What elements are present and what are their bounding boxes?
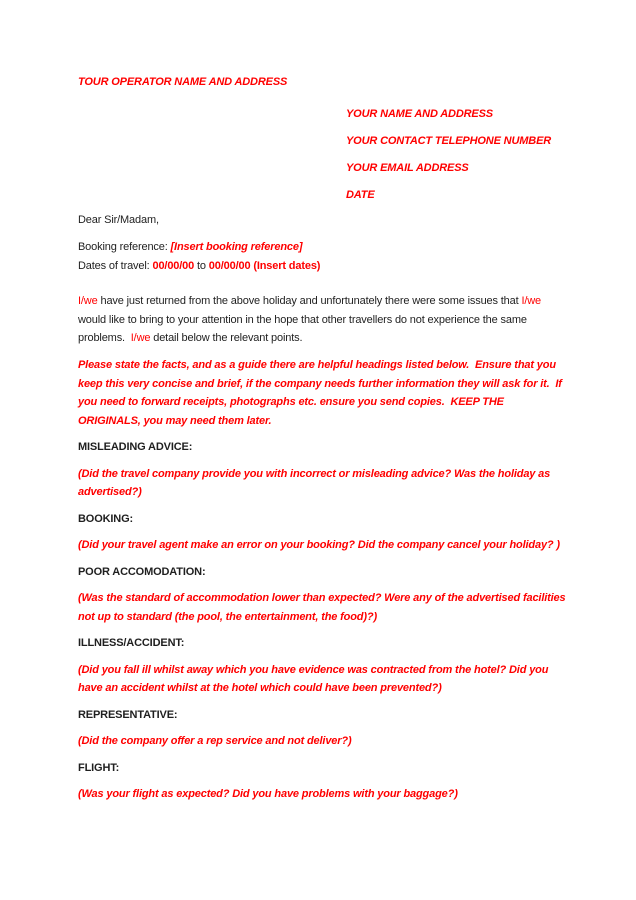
section-heading: FLIGHT: (78, 761, 120, 774)
tour-operator-address-placeholder: TOUR OPERATOR NAME AND ADDRESS (78, 76, 288, 88)
section-prompt: (Did you fall ill whilst away which you have evidence was contracted from the hotel? Did you have an accident whilst at the hotel which could have been prevented?) (78, 663, 552, 694)
sender-details-block (346, 105, 566, 205)
sender-phone-placeholder: YOUR CONTACT TELEPHONE NUMBER (346, 134, 552, 147)
reference-block (78, 238, 566, 275)
letter-date-placeholder: DATE (346, 188, 375, 201)
travel-date-to: 00/00/00 (Insert dates) (208, 259, 321, 272)
pronoun-i-we: I/we (521, 295, 542, 307)
travel-dates-connector: to (194, 259, 209, 272)
sender-email-placeholder: YOUR EMAIL ADDRESS (346, 161, 469, 174)
section-poor-accomodation (78, 563, 569, 627)
guidance-paragraph: Please state the facts, and as a guide there are helpful headings listed below. Ensure that you keep this very concise and brief, if the company needs further information they will ask for it. If you need to forward receipts, photographs etc. ensure you send copies. KEEP THE ORIGINALS, you may need them later. (78, 359, 565, 427)
travel-date-from: 00/00/00 (152, 259, 195, 272)
travel-dates-line (78, 257, 566, 276)
pronoun-i-we: I/we (78, 295, 98, 307)
section-heading: POOR ACCOMODATION: (78, 565, 206, 578)
section-heading: MISLEADING ADVICE: (78, 441, 193, 453)
section-prompt: (Did your travel agent make an error on your booking? Did the company cancel your holiday? ) (78, 539, 560, 551)
salutation: Dear Sir/Madam, (78, 214, 159, 226)
section-heading: BOOKING: (78, 512, 134, 525)
section-prompt: (Did the company offer a rep service and not deliver?) (78, 735, 352, 747)
booking-reference-label: Booking reference: (78, 241, 171, 253)
section-prompt: (Was your flight as expected? Did you have problems with your baggage?) (78, 788, 458, 800)
booking-reference-placeholder: [Insert booking reference] (170, 241, 303, 253)
booking-reference-line (78, 238, 566, 257)
section-representative (78, 706, 566, 751)
intro-text-3: detail below the relevant points. (150, 332, 303, 344)
section-heading: REPRESENTATIVE: (78, 708, 178, 721)
section-illness-accident (78, 634, 566, 698)
intro-text-1: have just returned from the above holiday and unfortunately there were some issues that (97, 295, 522, 307)
section-heading: ILLNESS/ACCIDENT: (78, 637, 185, 649)
section-booking (78, 510, 566, 555)
intro-text-2: would like to bring to your attention in the hope that other travellers do not experience the same problems. (78, 295, 544, 344)
section-prompt: (Was the standard of accommodation lower than expected? Were any of the advertised facilities not up to standard (the pool, the entertainment, the food)?) (78, 592, 569, 623)
section-flight (78, 759, 566, 804)
intro-paragraph (78, 292, 566, 348)
travel-dates-label: Dates of travel: (78, 259, 153, 272)
section-misleading-advice (78, 438, 566, 502)
section-prompt: (Did the travel company provide you with incorrect or misleading advice? Was the holiday as advertised?) (78, 467, 554, 498)
pronoun-i-we: I/we (130, 332, 151, 344)
sender-name-address-placeholder: YOUR NAME AND ADDRESS (346, 107, 493, 120)
